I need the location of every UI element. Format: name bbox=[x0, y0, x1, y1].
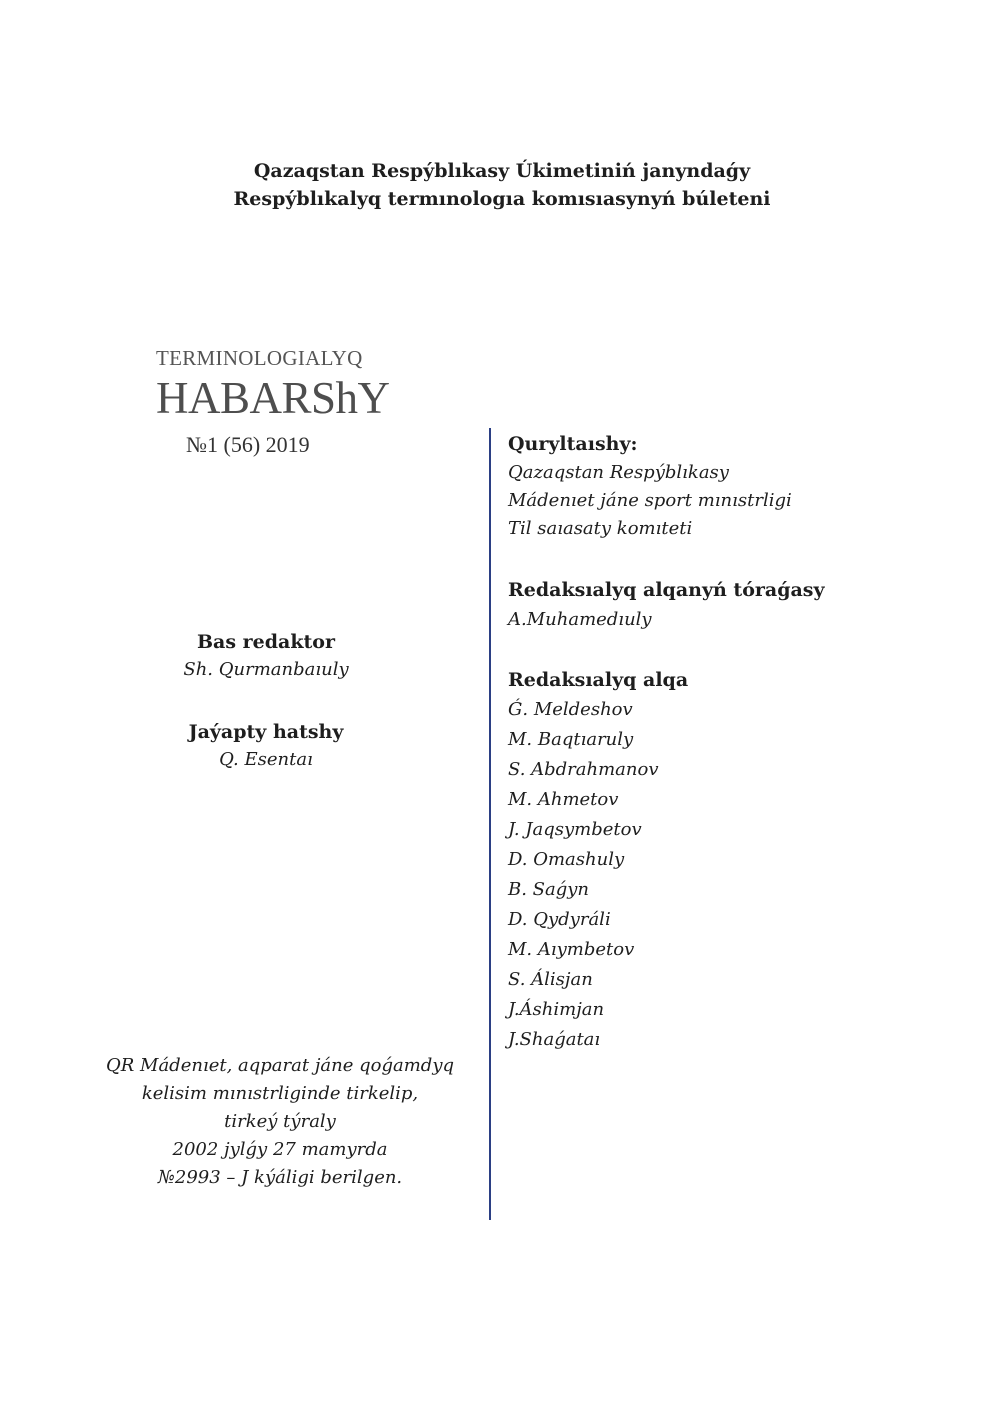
board-member: S. Álisjan bbox=[508, 969, 593, 990]
editorial-board-heading: Redaksıalyq alqa bbox=[508, 669, 689, 691]
editor-in-chief-name: Sh. Qurmanbaıuly bbox=[183, 659, 349, 680]
registration-line: kelisim mınıstrliginde tirkelip, bbox=[141, 1083, 419, 1104]
board-member: S. Abdrahmanov bbox=[508, 759, 659, 780]
editor-in-chief-role: Bas redaktor bbox=[196, 631, 335, 653]
header-line-1: Qazaqstan Respýblıkasy Úkimetiniń janyndaǵy bbox=[253, 160, 751, 182]
founder-line: Qazaqstan Respýblıkasy bbox=[508, 462, 729, 483]
magazine-subtitle: TERMINOLOGIALYQ bbox=[156, 346, 363, 370]
board-member: M. Ahmetov bbox=[508, 789, 619, 810]
executive-secretary-block bbox=[96, 718, 436, 774]
board-member: J.Shaǵataı bbox=[508, 1029, 601, 1050]
board-member: J. Jaqsymbetov bbox=[508, 819, 642, 840]
registration-line: №2993 – J kýáligi berilgen. bbox=[157, 1167, 403, 1188]
board-chair-name: A.Muhamedıuly bbox=[508, 609, 652, 630]
executive-secretary-name: Q. Esentaı bbox=[219, 749, 313, 770]
bulletin-header bbox=[0, 157, 1004, 213]
board-member: M. Aıymbetov bbox=[508, 939, 635, 960]
registration-notice bbox=[80, 1052, 480, 1192]
registration-line: tirkeý týraly bbox=[224, 1111, 336, 1132]
editor-in-chief-block bbox=[96, 628, 436, 684]
board-member: J.Áshimjan bbox=[508, 999, 605, 1020]
magazine-title: HABARShY bbox=[156, 373, 390, 423]
registration-line: 2002 jylǵy 27 mamyrda bbox=[172, 1139, 388, 1160]
founder-heading: Quryltaıshy: bbox=[508, 433, 638, 455]
board-member: D. Omashuly bbox=[508, 849, 625, 870]
vertical-divider bbox=[489, 428, 491, 1220]
board-member: B. Saǵyn bbox=[508, 879, 590, 900]
founder-line: Til saıasaty komıteti bbox=[508, 518, 693, 539]
board-member: Ǵ. Meldeshov bbox=[508, 699, 633, 720]
issue-number: №1 (56) 2019 bbox=[186, 432, 310, 457]
header-line-2: Respýblıkalyq termınologıa komısıasynyń búleteni bbox=[233, 188, 771, 210]
registration-line: QR Mádenıet, aqparat jáne qoǵamdyq bbox=[105, 1055, 455, 1076]
masthead-column bbox=[508, 429, 978, 1055]
executive-secretary-role: Jaýapty hatshy bbox=[188, 721, 344, 743]
founder-line: Mádenıet jáne sport mınıstrligi bbox=[508, 490, 792, 511]
board-member: D. Qydyráli bbox=[508, 909, 611, 930]
board-chair-heading: Redaksıalyq alqanyń tóraǵasy bbox=[508, 579, 825, 601]
board-member: M. Baqtıaruly bbox=[508, 729, 634, 750]
